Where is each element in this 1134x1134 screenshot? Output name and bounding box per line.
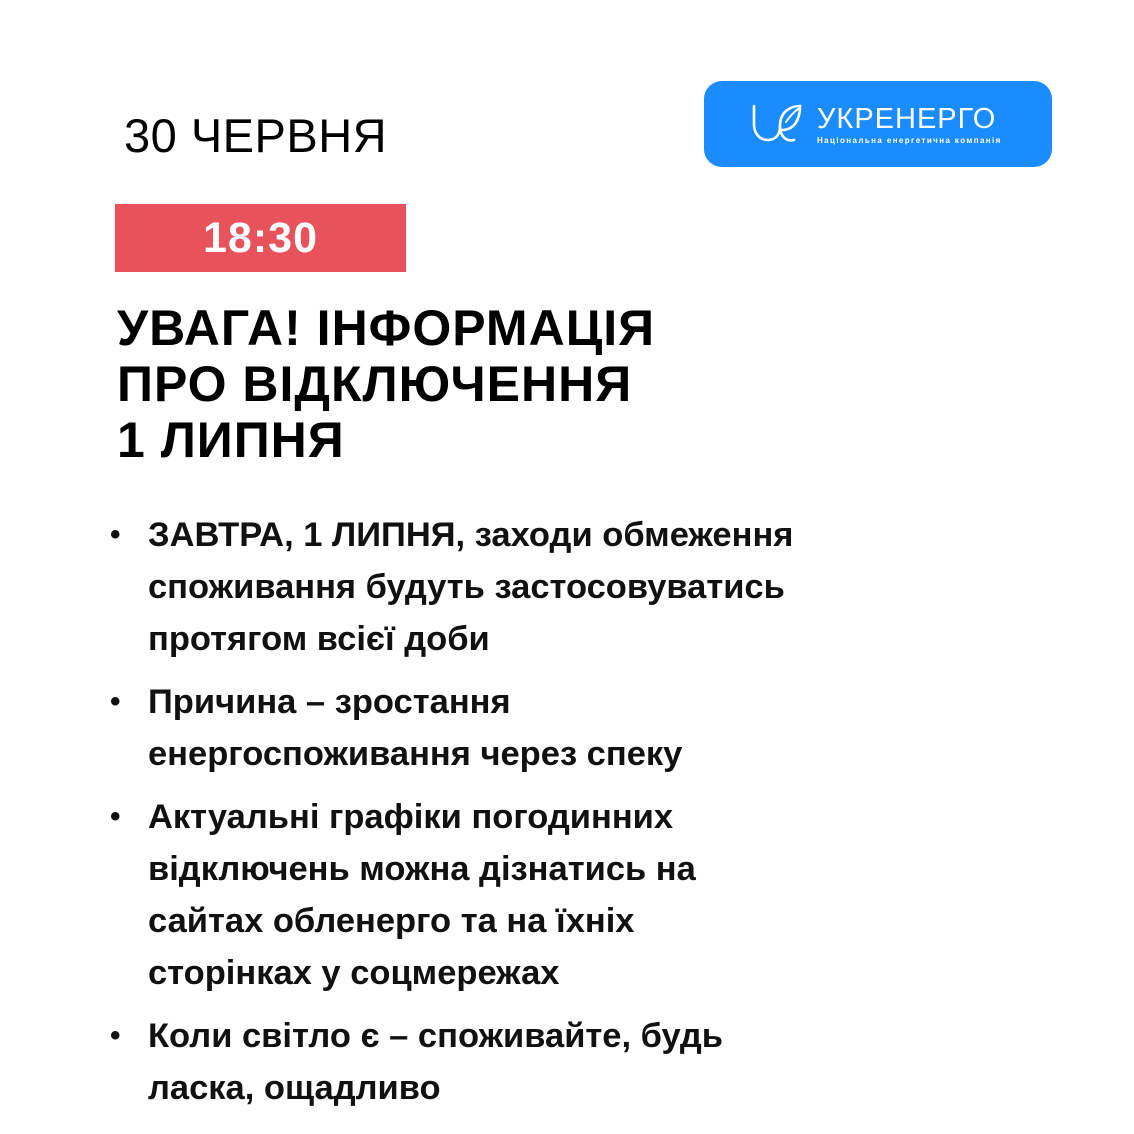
headline	[117, 300, 655, 468]
bullet-item	[110, 676, 910, 780]
bullet-item	[110, 1010, 910, 1114]
bullet-icon: •	[110, 800, 121, 833]
bullet-text-line: енергоспоживання через спеку	[148, 735, 683, 773]
bullet-icon: •	[110, 518, 121, 551]
headline-line: УВАГА! ІНФОРМАЦІЯ	[117, 300, 656, 356]
ukrenergo-logo-icon	[750, 100, 804, 146]
bullet-item	[110, 791, 910, 999]
bullet-text-line: Актуальні графіки погодинних	[148, 798, 674, 836]
date-label: 30 ЧЕРВНЯ	[124, 109, 388, 162]
bullet-list	[110, 509, 910, 1125]
bullet-text-line: сторінках у соцмережах	[148, 954, 560, 992]
headline-line: ПРО ВІДКЛЮЧЕННЯ	[117, 356, 633, 412]
time-badge: 18:30	[115, 204, 406, 272]
bullet-icon: •	[110, 685, 121, 718]
bullet-item	[110, 509, 910, 665]
bullet-text-line: Причина – зростання	[148, 683, 511, 721]
bullet-text-line: ласка, ощадливо	[148, 1069, 441, 1107]
bullet-icon: •	[110, 1019, 121, 1052]
logo-subtitle: Національна енергетична компанія	[817, 136, 1002, 145]
bullet-text-line: споживання будуть застосовуватись	[148, 568, 785, 606]
bullet-text-line: протягом всієї доби	[148, 620, 490, 658]
bullet-text-line: ЗАВТРА, 1 ЛИПНЯ, заходи обмеження	[148, 516, 794, 554]
bullet-text-line: відключень можна дізнатись на	[148, 850, 696, 888]
logo-name: УКРЕНЕРГО	[817, 103, 997, 135]
bullet-text-line: Коли світло є – споживайте, будь	[148, 1017, 723, 1055]
bullet-text-line: сайтах обленерго та на їхніх	[148, 902, 635, 940]
ukrenergo-logo	[704, 81, 1052, 167]
headline-line: 1 ЛИПНЯ	[117, 412, 345, 468]
